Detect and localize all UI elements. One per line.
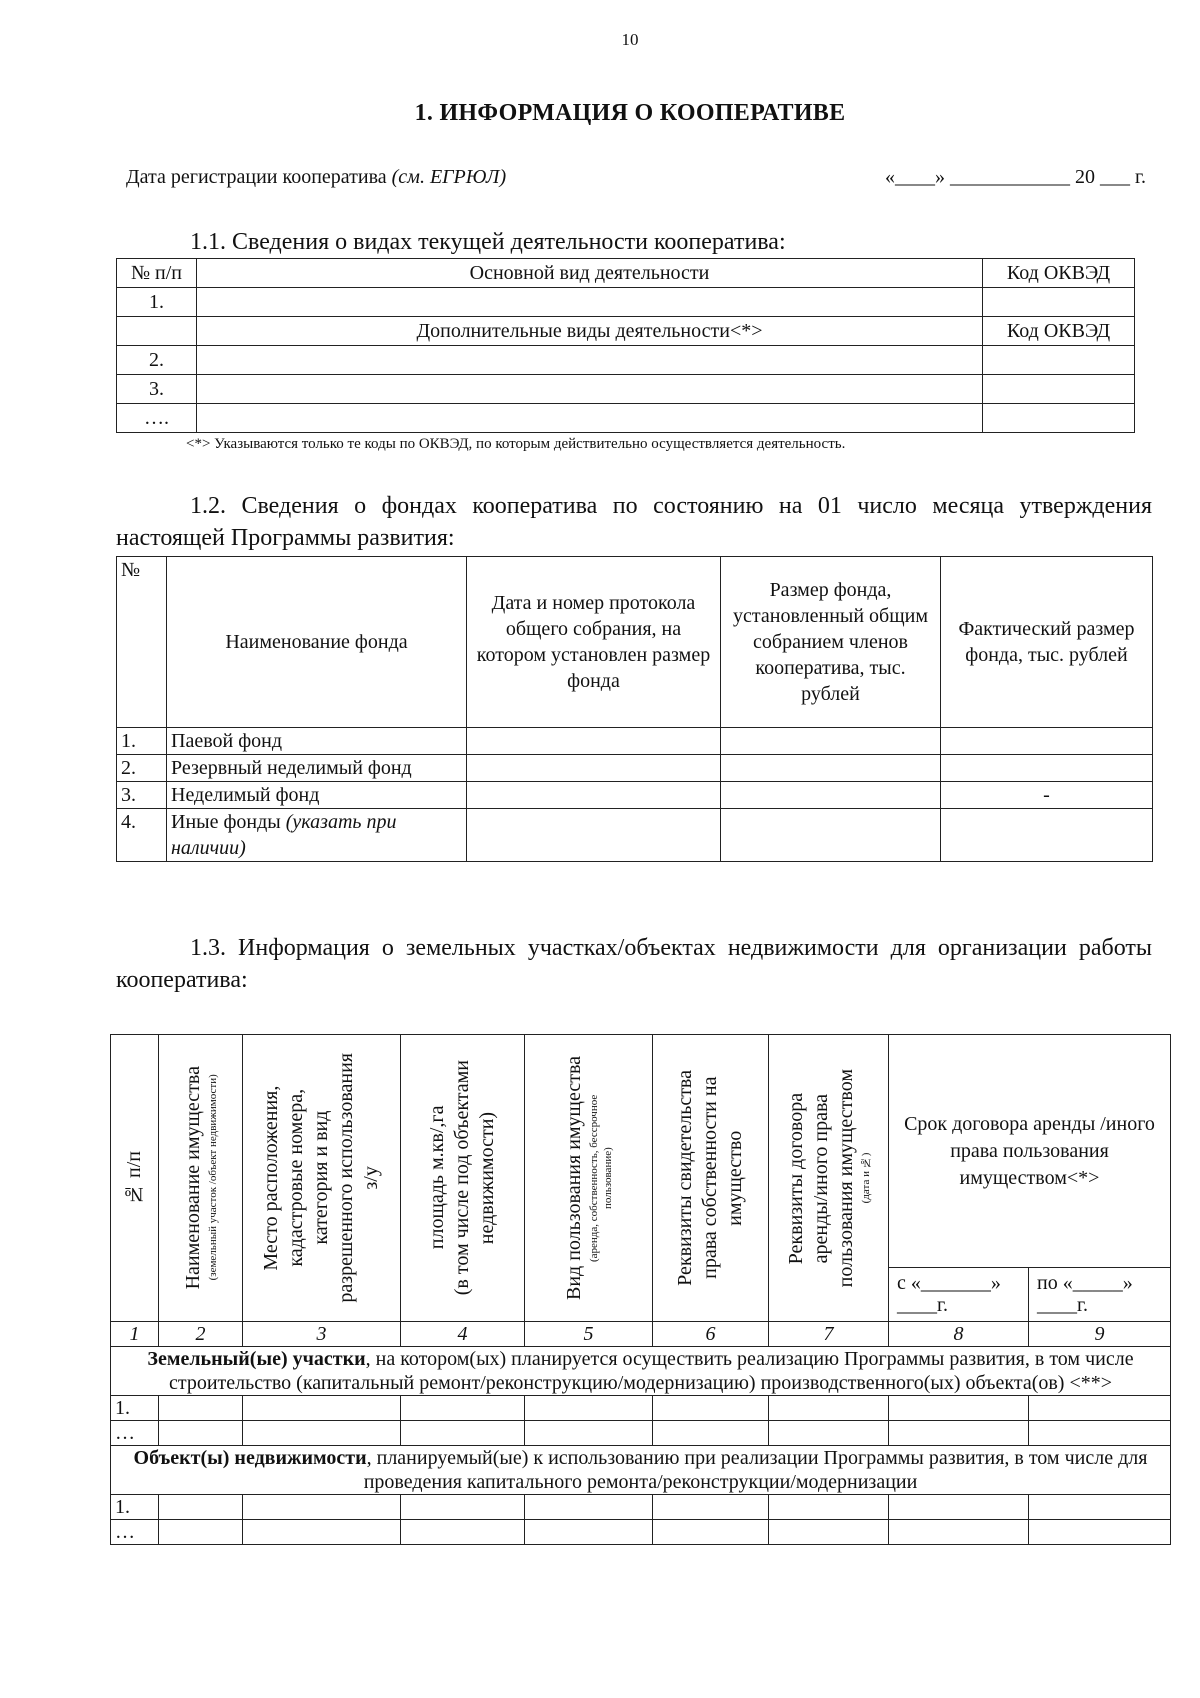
col-num-header: № п/п (117, 259, 197, 288)
col5-note: (аренда, собственность, бессрочное (588, 1094, 600, 1262)
row-num: 1. (117, 288, 197, 317)
col7-note: (дата и №) (860, 1152, 872, 1204)
fund-name-note: (указать при наличии) (171, 811, 397, 859)
cell (401, 1396, 525, 1421)
col7-label (784, 1069, 873, 1287)
property-table (110, 1034, 1171, 1545)
group-land-plots-text: , на котором(ых) планируется осуществить реализацию Программы развития, в том числе строительство (капитальный ремонт/реконструкцию/модернизацию) производственного(ых) объекта(ов) <**> (168, 1348, 1134, 1394)
row-num: 2. (117, 755, 167, 782)
row-num: …. (117, 404, 197, 433)
size-cell (721, 782, 941, 809)
group-land-plots-title: Земельный(ые) участки (147, 1348, 366, 1370)
activity-cell (197, 288, 983, 317)
col3-line: кадастровые номера, (285, 1089, 307, 1267)
col-fund-size-header: Размер фонда, установленный общим собранием членов кооператива, тыс. рублей (721, 557, 941, 728)
col3-header (243, 1035, 401, 1322)
cell (243, 1495, 401, 1520)
col5-text: Вид пользования имущества (563, 1055, 585, 1300)
col89-label: Срок договора аренды /иного права пользования имуществом<*> (904, 1112, 1155, 1189)
row-num: 3. (117, 375, 197, 404)
cell (1029, 1421, 1171, 1446)
cell (401, 1520, 525, 1545)
actual-cell (941, 755, 1153, 782)
col-number: 1 (111, 1322, 159, 1347)
row-num: 1. (111, 1396, 159, 1421)
col7-line: аренды/иного права (810, 1093, 832, 1263)
cell (1029, 1520, 1171, 1545)
col-number: 4 (401, 1322, 525, 1347)
col7-header (769, 1035, 889, 1322)
col4-label (425, 1060, 500, 1295)
page-title: 1. ИНФОРМАЦИЯ О КООПЕРАТИВЕ (414, 100, 846, 126)
fund-name (167, 809, 467, 862)
size-cell (721, 755, 941, 782)
cell (769, 1421, 889, 1446)
col6-line: Реквизиты свидетельства (674, 1070, 696, 1286)
row-num: 1. (117, 728, 167, 755)
row-num: 2. (117, 346, 197, 375)
page-number: 10 (621, 30, 639, 49)
section-1-3-heading: 1.3. Информация о земельных участках/объектах недвижимости для организации работы кооператива: (116, 935, 1152, 993)
col-okved-header: Код ОКВЭД (983, 259, 1135, 288)
col-number: 7 (769, 1322, 889, 1347)
col-number: 8 (889, 1322, 1029, 1347)
actual-cell (941, 728, 1153, 755)
cell (1029, 1396, 1171, 1421)
row-num: … (111, 1421, 159, 1446)
cell (159, 1520, 243, 1545)
okved-cell (983, 288, 1135, 317)
cell (889, 1520, 1029, 1545)
col4-line: недвижимости) (476, 1111, 498, 1245)
cell (769, 1495, 889, 1520)
cell (889, 1396, 1029, 1421)
cell (1029, 1495, 1171, 1520)
cell (653, 1520, 769, 1545)
okved-cell (983, 404, 1135, 433)
col2-header (159, 1035, 243, 1322)
section-1-1-heading: 1.1. Сведения о видах текущей деятельности кооператива: (190, 229, 786, 255)
cell (243, 1520, 401, 1545)
fund-name: Резервный неделимый фонд (167, 755, 467, 782)
group-real-estate-text: , планируемый(ые) к использованию при реализации Программы развития, в том числе для проведения капитального ремонта/реконструкции/модернизации (363, 1447, 1148, 1493)
actual-cell (941, 809, 1153, 862)
cell (525, 1495, 653, 1520)
activity-cell (197, 346, 983, 375)
cell (159, 1396, 243, 1421)
col-number: 2 (159, 1322, 243, 1347)
funds-table (116, 556, 1153, 862)
row-num: 4. (117, 809, 167, 862)
protocol-cell (467, 728, 721, 755)
row-num: 3. (117, 782, 167, 809)
cell (159, 1421, 243, 1446)
cell (653, 1396, 769, 1421)
registration-line (126, 166, 1146, 189)
activity-cell (197, 375, 983, 404)
col-number: 6 (653, 1322, 769, 1347)
cell (525, 1396, 653, 1421)
activity-cell (197, 404, 983, 433)
col-fund-name-header: Наименование фонда (167, 557, 467, 728)
col7-line: Реквизиты договора (785, 1092, 807, 1264)
fund-name: Паевой фонд (167, 728, 467, 755)
footnote: <*> Указываются только те коды по ОКВЭД, по которым действительно осуществляется деятельность. (186, 436, 846, 452)
col2-text: Наименование имущества (182, 1066, 204, 1290)
col-actual-size-header: Фактический размер фонда, тыс. рублей (941, 557, 1153, 728)
col3-line: Место расположения, (260, 1085, 282, 1271)
okved-cell (983, 346, 1135, 375)
cell (653, 1495, 769, 1520)
col-protocol-header: Дата и номер протокола общего собрания, на котором установлен размер фонда (467, 557, 721, 728)
size-cell (721, 809, 941, 862)
cell (525, 1520, 653, 1545)
cell (401, 1495, 525, 1520)
col3-line: з/у (360, 1166, 382, 1190)
col4-line: площадь м.кв/,га (426, 1106, 448, 1250)
section-1-2-heading: 1.2. Сведения о фондах кооператива по состоянию на 01 число месяца утверждения настоящей Программы развития: (116, 493, 1152, 551)
fund-name: Неделимый фонд (167, 782, 467, 809)
col4-header (401, 1035, 525, 1322)
cell (889, 1421, 1029, 1446)
col-okved-header-2: Код ОКВЭД (983, 317, 1135, 346)
protocol-cell (467, 809, 721, 862)
col6-header (653, 1035, 769, 1322)
cell (769, 1396, 889, 1421)
cell (159, 1495, 243, 1520)
col6-line: права собственности на (699, 1076, 721, 1280)
col-number: 5 (525, 1322, 653, 1347)
col3-label (259, 1053, 384, 1303)
group-real-estate-title: Объект(ы) недвижимости (133, 1447, 367, 1469)
cell (401, 1421, 525, 1446)
col-main-activity-header: Основной вид деятельности (197, 259, 983, 288)
protocol-cell (467, 755, 721, 782)
row-num: … (111, 1520, 159, 1545)
col1-label: № п/п (123, 1151, 145, 1205)
empty-cell (117, 317, 197, 346)
actual-cell: - (941, 782, 1153, 809)
col-number: 3 (243, 1322, 401, 1347)
col2-note: (земельный участок /объект недвижимости) (207, 1074, 219, 1282)
col-number: 9 (1029, 1322, 1171, 1347)
col6-line: имущество (724, 1130, 746, 1226)
cell (243, 1396, 401, 1421)
col-additional-header: Дополнительные виды деятельности<*> (197, 317, 983, 346)
col3-line: категория и вид (310, 1110, 332, 1246)
cell (243, 1421, 401, 1446)
col5-label (562, 1056, 615, 1300)
col6-label (673, 1070, 748, 1286)
okved-cell (983, 375, 1135, 404)
registration-date-blank: «____» ____________ 20 ___ г. (885, 166, 1146, 188)
cell (653, 1421, 769, 1446)
col-num-header: № (117, 557, 167, 728)
col8-label: с «_______» ____г. (889, 1268, 1029, 1321)
registration-note: (см. ЕГРЮЛ) (391, 166, 507, 188)
activities-table (116, 258, 1135, 433)
protocol-cell (467, 782, 721, 809)
cell (525, 1421, 653, 1446)
cell (769, 1520, 889, 1545)
fund-name-text: Иные фонды (171, 811, 286, 833)
col9-label: по «_____» ____г. (1037, 1272, 1133, 1316)
col7-line: пользования имуществом (835, 1068, 857, 1288)
col2-label (181, 1066, 220, 1289)
registration-label: Дата регистрации кооператива (126, 166, 392, 188)
row-num: 1. (111, 1495, 159, 1520)
group-real-estate (111, 1446, 1171, 1495)
col5-header (525, 1035, 653, 1322)
size-cell (721, 728, 941, 755)
col5-note: пользование) (602, 1147, 614, 1209)
col3-line: разрешенного использования (335, 1053, 357, 1303)
group-land-plots (111, 1347, 1171, 1396)
col4-line: (в том числе под объектами (451, 1060, 473, 1296)
cell (889, 1495, 1029, 1520)
col89-subheaders (889, 1267, 1170, 1321)
col89-header (889, 1035, 1171, 1322)
col1-header (111, 1035, 159, 1322)
